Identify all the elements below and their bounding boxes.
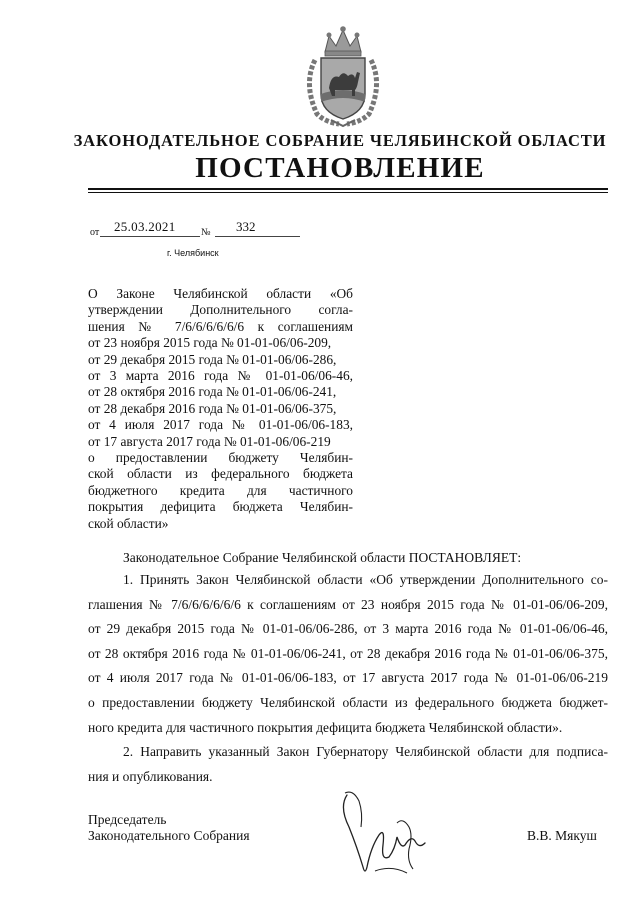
body-line: от 29 декабря 2015 года № 01-01-06/06-286, от 3 марта 2016 года № 01-01-06/06-46, [88,621,608,637]
subject-line: от 17 августа 2017 года № 01-01-06/06-219 [88,433,331,449]
document-type-title: ПОСТАНОВЛЕНИЕ [195,152,485,184]
resolution-date: 25.03.2021 [114,219,176,234]
body-line: ния и опубликования. [88,768,213,784]
subject-line: бюджетного кредита для частичного [88,482,353,498]
subject-line: от 4 июля 2017 года № 01-01-06/06-183, [88,417,353,433]
subject-line: утверждении Дополнительного согла- [88,302,353,318]
subject-line: ской области» [88,515,169,531]
body-line: 1. Принять Закон Челябинской области «Об утверждении Дополнительного со- [123,572,608,587]
assembly-name: ЗАКОНОДАТЕЛЬНОЕ СОБРАНИЕ ЧЕЛЯБИНСКОЙ ОБЛАСТИ [73,131,607,150]
header-divider-thick [88,188,608,190]
header-divider-thin [88,192,608,193]
body-line: от 4 июля 2017 года № 01-01-06/06-183, от 17 августа 2017 года № 01-01-06/06-219 [88,670,608,686]
subject-line: покрытия дефицита бюджета Челябин- [88,499,353,515]
number-prefix: № [201,227,211,238]
subject-line: от 28 октября 2016 года № 01-01-06/06-241, [88,384,337,400]
body-line: глашения № 7/6/6/6/6/6/6 к соглашениям от 23 ноября 2015 года № 01-01-06/06-209, [88,596,608,612]
signer-title-line2: Законодательного Собрания [88,828,250,843]
subject-line: от 29 декабря 2015 года № 01-01-06/06-286, [88,351,337,367]
subject-line: шения № 7/6/6/6/6/6/6 к соглашениям [88,318,353,334]
date-prefix: от [90,227,100,238]
body-line: о предоставлении бюджету Челябинской области из федерального бюджета бюджет- [88,694,608,710]
decrees-statement: Законодательное Собрание Челябинской области ПОСТАНОВЛЯЕТ: [123,550,522,565]
city-label: г. Челябинск [167,248,219,258]
coat-of-arms-emblem [295,22,391,128]
resolution-number: 332 [236,219,256,234]
body-item-1 [88,568,608,740]
subject-line: ской области из федерального бюджета [88,466,353,482]
date-underline [100,236,200,237]
body-line: от 28 октября 2016 года № 01-01-06/06-241, от 28 декабря 2016 года № 01-01-06/06-375, [88,645,608,661]
subject-line: от 28 декабря 2016 года № 01-01-06/06-375, [88,400,337,416]
body-item-2 [88,740,608,789]
signer-title-line1: Председатель [88,812,167,827]
body-line: 2. Направить указанный Закон Губернатору Челябинской области для подписа- [123,744,608,759]
subject-block [88,286,353,532]
subject-line: о предоставлении бюджету Челябин- [88,450,353,466]
handwritten-signature [335,787,435,879]
number-underline [215,236,300,237]
signer-name: В.В. Мякуш [527,828,597,843]
subject-line: от 23 ноября 2015 года № 01-01-06/06-209, [88,335,332,351]
body-line: ного кредита для частичного покрытия дефицита бюджета Челябинской области». [88,719,563,735]
subject-line: О Законе Челябинской области «Об [88,286,353,301]
subject-line: от 3 марта 2016 года № 01-01-06/06-46, [88,368,353,384]
